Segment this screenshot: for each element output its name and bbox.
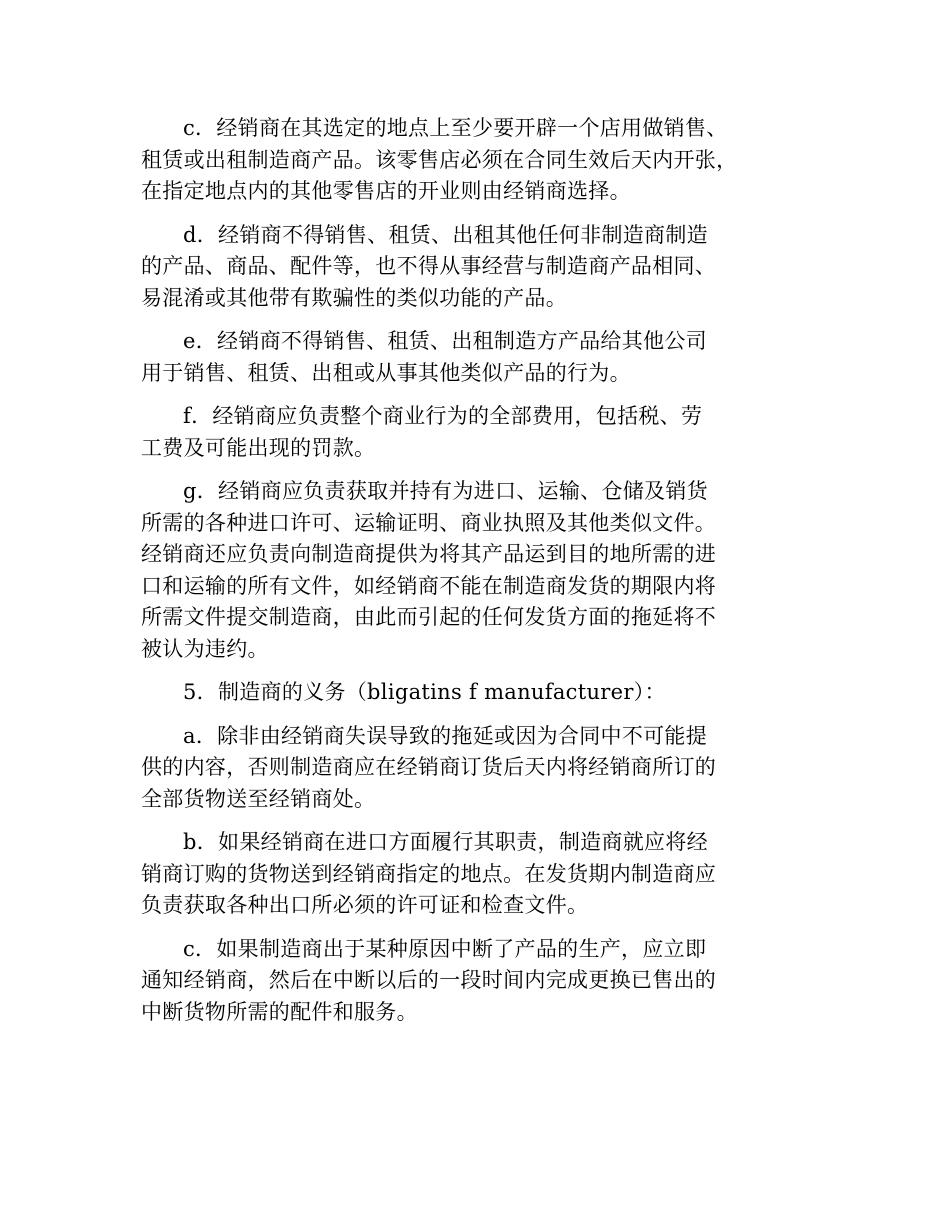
paragraph-line: 5．制造商的义务（bligatins f manufacturer）： (183, 680, 666, 704)
paragraph-g-permits-and-documents (141, 476, 821, 665)
section-heading-manufacturer-obligations (141, 677, 821, 709)
paragraph-line: a．除非由经销商失误导致的拖延或因为合同中不可能提 (183, 723, 708, 748)
paragraph-line: 的产品、商品、配件等，也不得从事经营与制造商产品相同、 (141, 254, 717, 278)
paragraph-line: 全部货物送至经销商处。 (141, 786, 376, 811)
paragraph-c-store-opening (141, 113, 821, 208)
paragraph-d-no-competing-products (141, 220, 821, 315)
paragraph-line: b．如果经销商在进口方面履行其职责，制造商就应将经 (183, 830, 708, 854)
paragraph-line: c．经销商在其选定的地点上至少要开辟一个店用做销售、 (183, 116, 728, 140)
paragraph-line: 所需文件提交制造商，由此而引起的任何发货方面的拖延将不 (141, 605, 717, 629)
paragraph-line: 销商订购的货物送到经销商指定的地点。在发货期内制造商应 (141, 861, 717, 886)
paragraph-line: 通知经销商，然后在中断以后的一段时间内完成更换已售出的 (141, 968, 717, 992)
paragraph-line: c．如果制造商出于某种原因中断了产品的生产，应立即 (183, 936, 707, 961)
paragraph-line: 在指定地点内的其他零售店的开业则由经销商选择。 (141, 179, 631, 203)
paragraph-line: 易混淆或其他带有欺骗性的类似功能的产品。 (141, 285, 567, 310)
paragraph-line: 被认为违约。 (141, 636, 269, 661)
paragraph-e-no-resale-to-others (141, 326, 821, 389)
paragraph-line: 口和运输的所有文件，如经销商不能在制造商发货的期限内将 (141, 573, 717, 598)
paragraph-a-delivery (141, 721, 821, 816)
paragraph-f-expenses (141, 401, 821, 464)
paragraph-line: 租赁或出租制造商产品。该零售店必须在合同生效后天内开张， (141, 147, 738, 172)
document-body (141, 113, 821, 1040)
paragraph-line: 用于销售、租赁、出租或从事其他类似产品的行为。 (141, 360, 631, 385)
paragraph-line: 经销商还应负责向制造商提供为将其产品运到目的地所需的进 (141, 542, 717, 566)
paragraph-line: 所需的各种进口许可、运输证明、商业执照及其他类似文件。 (141, 510, 717, 535)
paragraph-b-export-permits (141, 827, 821, 922)
paragraph-line: 供的内容，否则制造商应在经销商订货后天内将经销商所订的 (141, 755, 717, 779)
paragraph-line: 工费及可能出现的罚款。 (141, 435, 376, 460)
paragraph-line: f．经销商应负责整个商业行为的全部费用，包括税、劳 (183, 404, 703, 428)
paragraph-line: g．经销商应负责获取并持有为进口、运输、仓储及销货 (183, 479, 708, 503)
paragraph-line: 负责获取各种出口所必须的许可证和检查文件。 (141, 893, 589, 917)
paragraph-c-discontinued-products (141, 934, 821, 1029)
paragraph-line: e．经销商不得销售、租赁、出租制造方产品给其他公司 (183, 329, 707, 353)
paragraph-line: 中断货物所需的配件和服务。 (141, 999, 418, 1024)
paragraph-line: d．经销商不得销售、租赁、出租其他任何非制造商制造 (183, 222, 708, 247)
